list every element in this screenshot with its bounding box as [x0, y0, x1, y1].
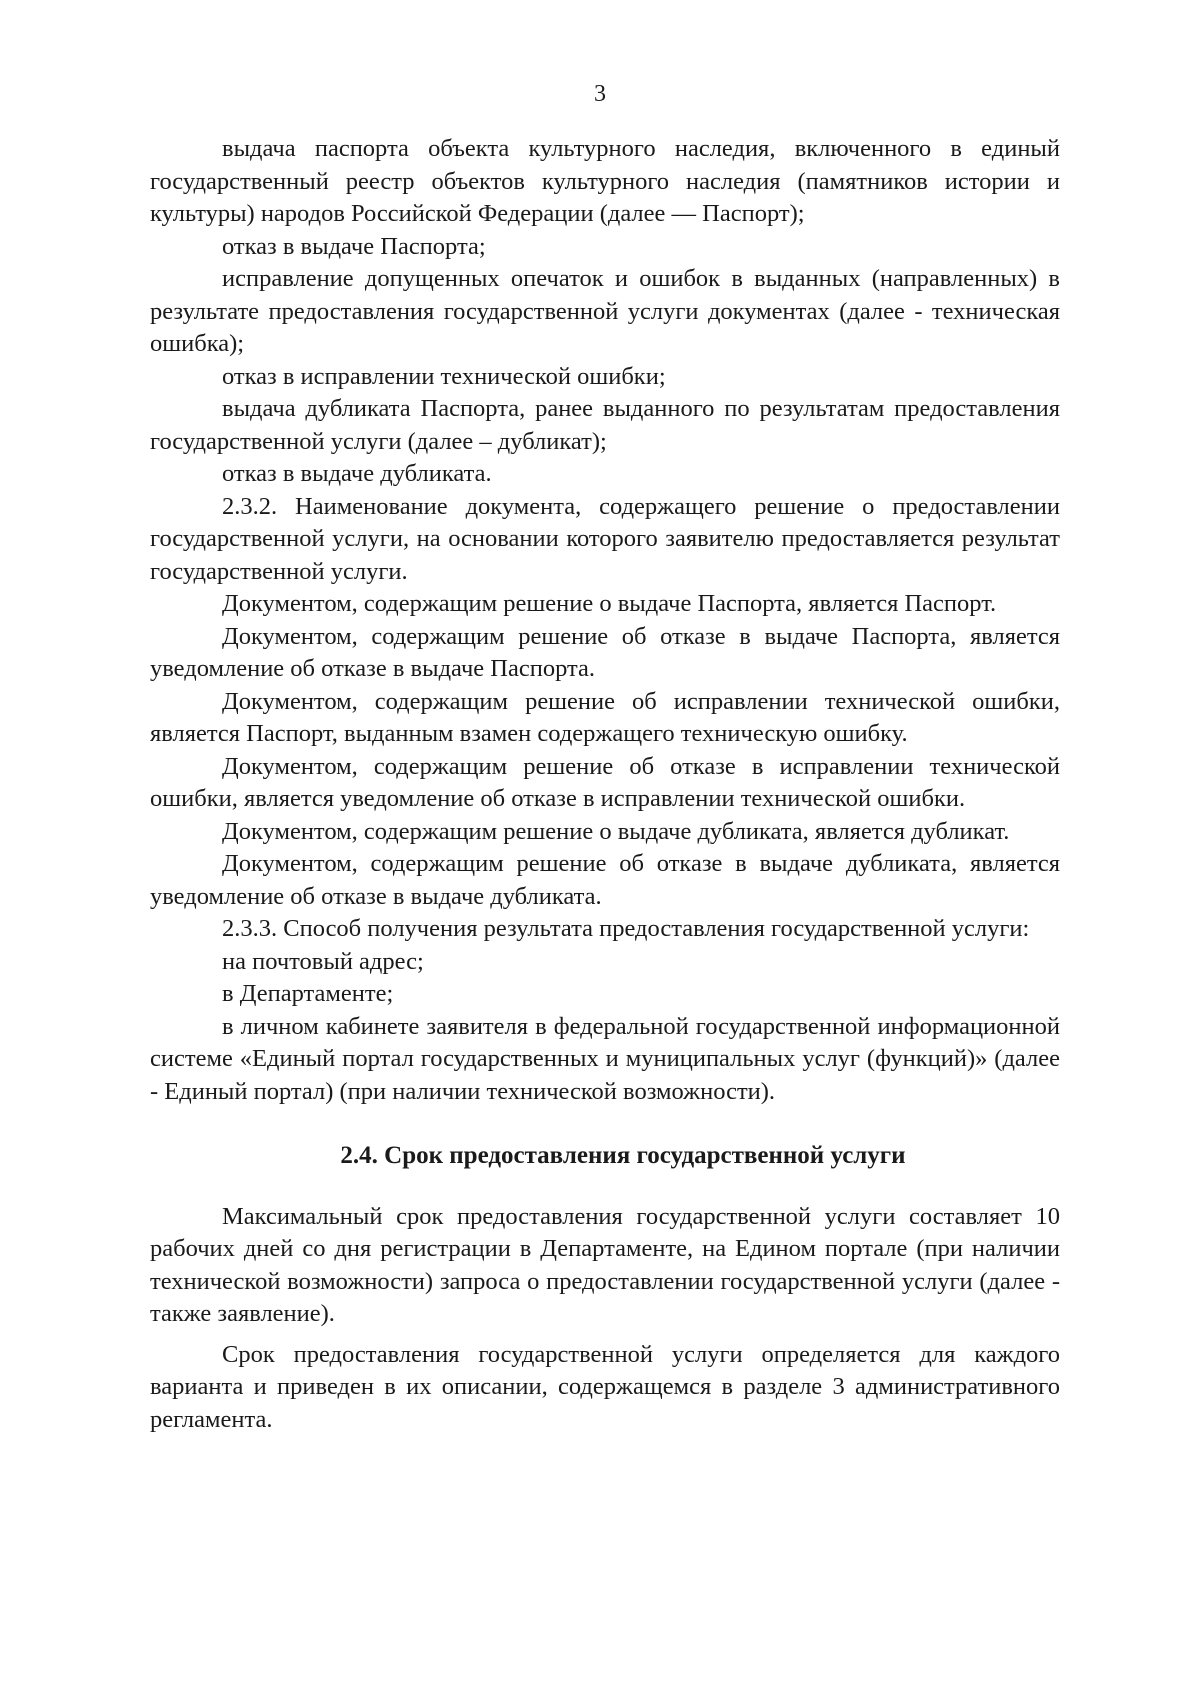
paragraph: исправление допущенных опечаток и ошибок в выданных (направленных) в результате предоставления государственной услуги документах (далее - техническая ошибка);	[150, 265, 1060, 357]
paragraph: 2.3.2. Наименование документа, содержащего решение о предоставлении государственной услуги, на основании которого заявителю предоставляется результат государственной услуги.	[150, 492, 1060, 585]
paragraph: в Департаменте;	[222, 980, 394, 1007]
paragraph: Максимальный срок предоставления государственной услуги составляет 10 рабочих дней со дня регистрации в Департаменте, на Едином портале (при наличии технической возможности) запроса о предоставлении государственной услуги (далее - также заявление).	[150, 1202, 1060, 1327]
paragraph: Документом, содержащим решение об отказе в исправлении технической ошибки, является уведомление об отказе в исправлении технической ошибки.	[150, 752, 1060, 812]
document-body	[150, 133, 1060, 1436]
paragraph: 2.3.3. Способ получения результата предоставления государственной услуги:	[222, 915, 1030, 942]
paragraph: Документом, содержащим решение о выдаче дубликата, является дубликат.	[222, 817, 1010, 845]
section-body	[150, 1201, 1060, 1437]
section-heading: 2.4. Срок предоставления государственной услуги	[340, 1142, 906, 1169]
page-number: 3	[594, 81, 606, 107]
paragraph: отказ в выдаче дубликата.	[222, 460, 492, 487]
paragraph: в личном кабинете заявителя в федеральной государственной информационной системе «Единый портал государственных и муниципальных услуг (функций)» (далее - Единый портал) (при наличии технической возможности).	[150, 1012, 1060, 1105]
paragraph: отказ в исправлении технической ошибки;	[222, 362, 666, 390]
paragraph: Срок предоставления государственной услуги определяется для каждого варианта и приведен в их описании, содержащемся в разделе 3 административного регламента.	[150, 1340, 1060, 1433]
paragraph: Документом, содержащим решение о выдаче Паспорта, является Паспорт.	[222, 590, 997, 617]
paragraph: Документом, содержащим решение об отказе в выдаче Паспорта, является уведомление об отказе в выдаче Паспорта.	[150, 622, 1060, 682]
paragraph: выдача дубликата Паспорта, ранее выданного по результатам предоставления государственной услуги (далее – дубликат);	[150, 395, 1060, 455]
paragraph: отказ в выдаче Паспорта;	[222, 232, 486, 260]
paragraph: выдача паспорта объекта культурного наследия, включенного в единый государственный реестр объектов культурного наследия (памятников истории и культуры) народов Российской Федерации (далее — Паспорт);	[150, 135, 1060, 227]
paragraph: на почтовый адрес;	[222, 947, 424, 975]
paragraph: Документом, содержащим решение об исправлении технической ошибки, является Паспорт, выданным взамен содержащего техническую ошибку.	[150, 687, 1060, 747]
paragraph: Документом, содержащим решение об отказе в выдаче дубликата, является уведомление об отказе в выдаче дубликата.	[150, 850, 1060, 910]
